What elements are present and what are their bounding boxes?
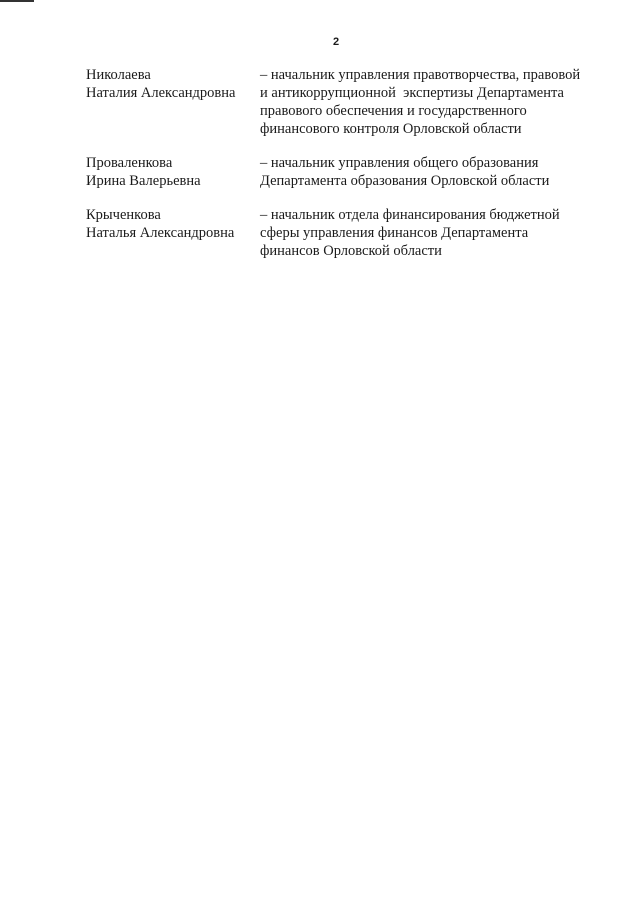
member-given-name: Наталия Александровна [86,85,236,101]
page-number: 2 [332,36,340,48]
member-name [86,154,260,190]
member-surname: Крыченкова [86,207,161,223]
position-line: – начальник отдела финансирования бюджетной [260,207,560,223]
member-given-name: Ирина Валерьевна [86,173,201,189]
position-line: сферы управления финансов Департамента [260,225,529,241]
corner-scan-mark [0,0,34,2]
member-position [260,66,616,138]
position-line: – начальник управления общего образования [260,155,539,171]
member-entry-nikolaeva [86,66,616,138]
member-name [86,66,260,102]
member-list [86,66,616,276]
member-position [260,206,616,260]
position-line: финансового контроля Орловской области [260,121,522,137]
position-line: и антикоррупционной экспертизы Департамента [260,85,564,101]
member-name [86,206,260,242]
member-surname: Проваленкова [86,155,173,171]
member-entry-provalenkova [86,154,616,190]
position-line: – начальник управления правотворчества, правовой [260,67,581,83]
position-line: финансов Орловской области [260,243,442,259]
position-line: правового обеспечения и государственного [260,103,527,119]
member-entry-krychenkova [86,206,616,260]
member-given-name: Наталья Александровна [86,225,235,241]
position-line: Департамента образования Орловской области [260,173,550,189]
member-surname: Николаева [86,67,151,83]
member-position [260,154,616,190]
